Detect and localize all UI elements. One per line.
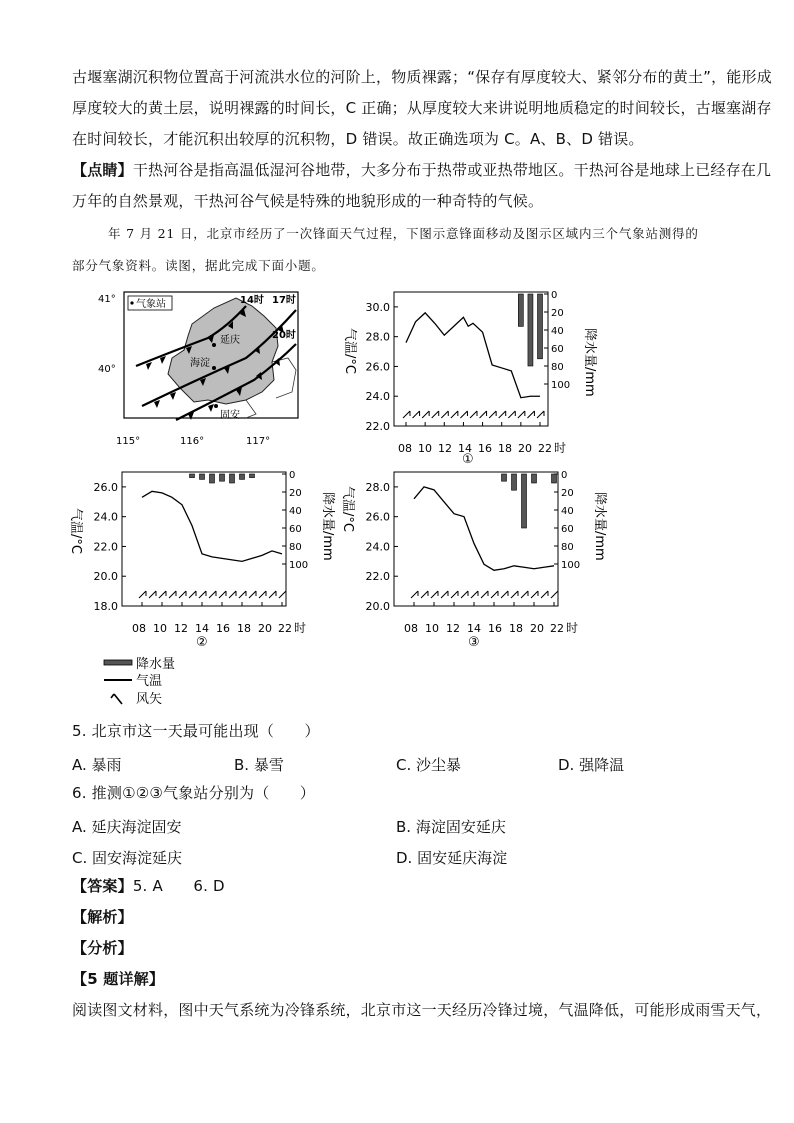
front-time-label: 14时 — [240, 295, 264, 306]
precip-bar — [552, 474, 557, 483]
precip-axis-label: 降水量/mm — [320, 492, 335, 561]
precip-axis-label: 降水量/mm — [582, 328, 597, 397]
q6-option-c[interactable]: C. 固安海淀延庆 — [72, 849, 183, 867]
temp-tick-label: 24.0 — [93, 510, 118, 524]
precip-tick-label: 60 — [551, 344, 564, 355]
tip-text: 干热河谷是指高温低湿河谷地带，大多分布于热带或亚热带地区。干热河谷是地球上已经存在几 — [132, 161, 772, 179]
x-tick: 22 — [550, 622, 564, 635]
temp-tick-label: 18.0 — [93, 600, 118, 613]
wind-arrow — [541, 591, 548, 598]
x-tick: 14 — [458, 442, 472, 455]
text-line: 万年的自然景观，干热河谷气候是特殊的地貌形成的一种奇特的气候。 — [72, 192, 544, 210]
wind-arrow — [259, 591, 266, 598]
wind-arrow — [508, 411, 515, 418]
temp-tick-label: 24.0 — [365, 540, 390, 554]
temp-tick-label: 20.0 — [365, 600, 390, 613]
x-tick: 14 — [467, 622, 481, 635]
precip-bar — [250, 474, 255, 478]
precip-bar — [522, 474, 527, 528]
temp-tick-label: 26.0 — [93, 480, 118, 494]
precip-tick-label: 100 — [561, 560, 581, 571]
x-tick: 08 — [132, 622, 146, 635]
wind-arrow — [499, 411, 506, 418]
wind-arrow — [501, 591, 508, 598]
temp-axis-label: 气温/°C — [68, 508, 83, 554]
x-tick: 12 — [446, 622, 460, 635]
precip-bar — [532, 474, 537, 483]
wind-arrow — [460, 411, 467, 418]
x-tick: 20 — [258, 622, 272, 635]
x-tick: 22 — [278, 622, 292, 635]
wind-arrow — [521, 591, 528, 598]
wind-arrow — [149, 591, 156, 598]
detail-heading: 【5 题详解】 — [72, 970, 165, 988]
temp-tick-label: 30.0 — [365, 300, 390, 314]
wind-arrow — [491, 591, 498, 598]
text-line: 在时间较长，才能沉积出较厚的沉积物，D 错误。故正确选项为 C。A、B、D 错误。 — [72, 130, 644, 148]
wind-arrow — [139, 591, 146, 598]
wind-arrow — [219, 591, 226, 598]
station-chart-1 — [340, 286, 597, 467]
precip-tick-label: 40 — [289, 506, 302, 517]
station-id: ① — [462, 452, 474, 467]
x-tick: 08 — [398, 442, 412, 455]
wind-arrow — [511, 591, 518, 598]
temp-tick-label: 28.0 — [365, 480, 390, 494]
station-chart-3 — [340, 464, 607, 650]
lon-label: 117° — [246, 436, 271, 447]
precip-tick-label: 40 — [561, 506, 574, 517]
wind-arrow — [269, 591, 276, 598]
wind-arrow — [489, 411, 496, 418]
wind-arrow — [169, 591, 176, 598]
temp-tick-label: 20.0 — [93, 570, 118, 584]
x-tick: 16 — [478, 442, 492, 455]
x-tick: 16 — [488, 622, 502, 635]
wind-arrow — [480, 411, 487, 418]
wind-arrow — [471, 591, 478, 598]
lat-label: 41° — [98, 294, 116, 305]
temperature-line — [142, 491, 282, 561]
wind-arrow — [518, 411, 525, 418]
wind-arrow — [189, 591, 196, 598]
q6-option-b[interactable]: B. 海淀固安延庆 — [396, 818, 506, 836]
x-tick: 18 — [509, 622, 523, 635]
question-6-stem: 6. 推测①②③气象站分别为（ ） — [72, 784, 316, 802]
x-unit: 时 — [294, 621, 307, 635]
temp-tick-label: 22.0 — [365, 420, 390, 433]
wind-arrow — [451, 591, 458, 598]
precip-bar — [200, 474, 205, 479]
x-tick: 10 — [153, 622, 167, 635]
wind-arrow — [461, 591, 468, 598]
x-tick: 18 — [237, 622, 251, 635]
lat-label: 40° — [98, 364, 116, 375]
lon-label: 115° — [116, 436, 141, 447]
precip-tick-label: 80 — [551, 362, 564, 373]
wind-arrow — [432, 411, 439, 418]
lon-label: 116° — [180, 436, 205, 447]
precip-tick-label: 100 — [551, 380, 571, 391]
place-label: 海淀 — [190, 358, 210, 369]
question-5-stem: 5. 北京市这一天最可能出现（ ） — [72, 722, 320, 740]
wind-arrow — [249, 591, 256, 598]
answer-line — [72, 871, 722, 902]
temp-tick-label: 22.0 — [365, 570, 390, 584]
precip-bar — [230, 474, 235, 483]
wind-arrow — [527, 411, 534, 418]
wind-arrow — [209, 591, 216, 598]
wind-arrow — [279, 591, 286, 598]
temp-axis-label: 气温/°C — [342, 328, 357, 374]
wind-arrow — [159, 591, 166, 598]
precip-bar — [240, 474, 245, 479]
answer-tag: 【答案】 — [72, 877, 133, 895]
wind-arrow — [422, 411, 429, 418]
q5-option-a[interactable]: A. 暴雨 — [72, 756, 122, 774]
tip-tag: 【点睛】 — [72, 161, 133, 179]
precip-bar — [190, 474, 195, 478]
text-line: 古堰塞湖沉积物位置高于河流洪水位的河阶上，物质裸露；“保存有厚度较大、紧邻分布的黄土”，能形成 — [72, 68, 772, 86]
legend-wind-icon — [111, 694, 122, 704]
precip-tick-label: 40 — [551, 326, 564, 337]
front-time-label: 20时 — [272, 330, 296, 341]
legend-precip-label: 降水量 — [136, 657, 176, 672]
front-map — [96, 288, 306, 448]
wind-arrow — [421, 591, 428, 598]
x-tick: 20 — [530, 622, 544, 635]
fenxi-heading: 【分析】 — [72, 939, 133, 957]
precip-tick-label: 60 — [561, 524, 574, 535]
temp-tick-label: 26.0 — [365, 510, 390, 524]
x-tick: 18 — [498, 442, 512, 455]
chart-legend — [100, 654, 220, 710]
x-tick: 14 — [195, 622, 209, 635]
temp-tick-label: 22.0 — [93, 540, 118, 554]
q6-option-a[interactable]: A. 延庆海淀固安 — [72, 818, 182, 836]
precip-bar — [210, 474, 215, 483]
x-tick: 20 — [518, 442, 532, 455]
wind-arrow — [451, 411, 458, 418]
place-label: 延庆 — [220, 335, 240, 346]
temp-axis-label: 气温/°C — [340, 486, 355, 532]
wind-arrow — [441, 591, 448, 598]
intro-line: 部分气象资料。读图，据此完成下面小题。 — [72, 258, 325, 273]
tip-line — [72, 155, 772, 186]
analysis-heading: 【解析】 — [72, 908, 133, 926]
wind-arrow — [239, 591, 246, 598]
precip-tick-label: 80 — [289, 542, 302, 553]
temperature-line — [414, 487, 554, 570]
legend-temp-label: 气温 — [136, 674, 163, 689]
intro-line: 年 7 月 21 日，北京市经历了一次锋面天气过程，下图示意锋面移动及图示区域内三个气象站测得的 — [108, 226, 699, 241]
x-tick: 16 — [216, 622, 230, 635]
precip-axis-label: 降水量/mm — [592, 492, 607, 561]
text-line: 厚度较大的黄土层，说明裸露的时间长，C 正确；从厚度较大来讲说明地质稳定的时间较长，古堰塞湖存 — [72, 99, 772, 117]
precip-tick-label: 0 — [561, 470, 568, 481]
precip-bar — [220, 474, 225, 481]
wind-arrow — [229, 591, 236, 598]
x-unit: 时 — [554, 441, 567, 455]
precip-bar — [512, 474, 517, 490]
q5-option-d[interactable]: D. 强降温 — [558, 756, 625, 774]
q5-option-b[interactable]: B. 暴雪 — [234, 756, 284, 774]
x-tick: 12 — [174, 622, 188, 635]
x-tick: 08 — [404, 622, 418, 635]
wind-arrow — [403, 411, 410, 418]
precip-bar — [502, 474, 507, 481]
x-tick: 22 — [538, 442, 552, 455]
legend-wind-label: 风矢 — [136, 692, 163, 707]
temp-tick-label: 26.0 — [365, 360, 390, 374]
q6-option-d[interactable]: D. 固安延庆海淀 — [396, 849, 508, 867]
wind-arrow — [481, 591, 488, 598]
precip-bar — [528, 294, 533, 366]
precip-bar — [538, 294, 543, 359]
temp-tick-label: 24.0 — [365, 390, 390, 404]
x-tick: 10 — [425, 622, 439, 635]
precip-tick-label: 80 — [561, 542, 574, 553]
x-unit: 时 — [566, 621, 579, 635]
precip-tick-label: 100 — [289, 560, 309, 571]
wind-arrow — [413, 411, 420, 418]
wind-arrow — [537, 411, 544, 418]
wind-arrow — [531, 591, 538, 598]
x-tick: 10 — [418, 442, 432, 455]
wind-arrow — [179, 591, 186, 598]
place-label: 固安 — [220, 410, 240, 421]
station-id: ③ — [468, 635, 480, 650]
text-line: 阅读图文材料，图中天气系统为冷锋系统，北京市这一天经历冷锋过境，气温降低，可能形成雨雪天气， — [72, 1001, 772, 1019]
legend-precip-swatch — [104, 660, 132, 665]
q5-option-c[interactable]: C. 沙尘暴 — [396, 756, 462, 774]
precip-tick-label: 20 — [561, 488, 574, 499]
precip-tick-label: 0 — [289, 470, 296, 481]
answer-text: 5. A 6. D — [132, 877, 225, 895]
wind-arrow — [551, 591, 558, 598]
wind-arrow — [431, 591, 438, 598]
precip-tick-label: 20 — [551, 308, 564, 319]
x-tick: 12 — [438, 442, 452, 455]
precip-tick-label: 0 — [551, 290, 558, 301]
wind-arrow — [199, 591, 206, 598]
precip-tick-label: 20 — [289, 488, 302, 499]
precip-tick-label: 60 — [289, 524, 302, 535]
station-chart-2 — [68, 464, 335, 650]
wind-arrow — [411, 591, 418, 598]
station-id: ② — [196, 635, 208, 650]
wind-arrow — [441, 411, 448, 418]
precip-bar — [518, 294, 523, 326]
map-legend-label: 气象站 — [136, 299, 166, 310]
temp-tick-label: 28.0 — [365, 330, 390, 344]
wind-arrow — [470, 411, 477, 418]
front-time-label: 17时 — [272, 295, 296, 306]
